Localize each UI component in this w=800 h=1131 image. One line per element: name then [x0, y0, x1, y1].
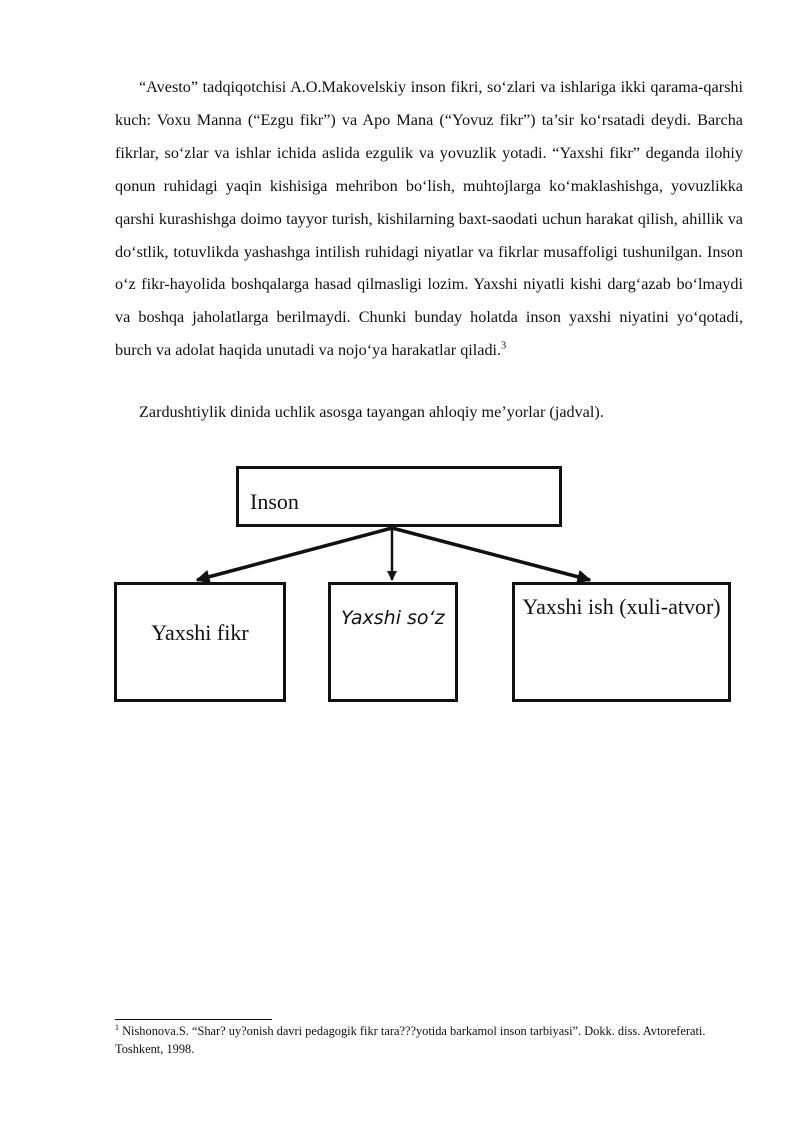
diagram-box-yaxshi-fikr: Yaxshi fikr [114, 582, 286, 702]
arrow-to-yaxshi-fikr [197, 528, 392, 580]
footnote-reference: 3 [501, 340, 507, 352]
body-paragraph-table-intro: Zardushtiylik dinida uchlik asosga tayangan ahloqiy me’yorlar (jadval). [139, 403, 604, 421]
diagram-box-yaxshi-soz: Yaxshi so‘z [328, 582, 458, 702]
paragraph-text: “Avesto” tadqiqotchisi A.O.Makovelskiy inson fikri, so‘zlari va ishlariga ikki qarama-qarshi kuch: Voxu Manna (“Ezgu fikr”) va Apo Mana (“Yovuz fikr”) ta’sir ko‘rsatadi deydi. Barcha fikrlar, so‘zlar va ishlar ichida aslida ezgulik va yovuzlik yotadi. “Yaxshi fikr” deganda ilohiy qonun ruhidagi yaqin kishisiga mehribon bo‘lish, muhtojlarga ko‘maklashishga, yovuzlikka qarshi kurashishga doimo tayyor turish, kishilarning baxt-saodati uchun harakat qilish, ahillik va do‘stlik, totuvlikda yashashga intilish ruhidagi niyatlar va fikrlar musaffoligi tushunilgan. Inson o‘z fikr-hayolida boshqalarga hasad qilmasligi lozim. Yaxshi niyatli kishi darg‘azab bo‘lmaydi va boshqa jaholatlarga berilmaydi. Chunki bunday holatda inson yaxshi niyatini yo‘qotadi, burch va adolat haqida unutadi va nojo‘ya harakatlar qiladi. [115, 78, 743, 360]
footnote-text: Nishonova.S. “Shar? uy?onish davri pedagogik fikr tara???yotida barkamol inson tarbiyasi”. Dokk. diss. Avtoreferati. Toshkent, 1998. [115, 1024, 706, 1056]
footnote-separator [115, 1019, 272, 1020]
footnote-marker: 1 [115, 1022, 119, 1032]
diagram-box-inson: Inson [236, 466, 562, 527]
footnote [115, 1022, 743, 1058]
diagram-box-yaxshi-ish: Yaxshi ish (xuli-atvor) [512, 582, 731, 702]
arrow-to-yaxshi-ish [392, 528, 590, 580]
